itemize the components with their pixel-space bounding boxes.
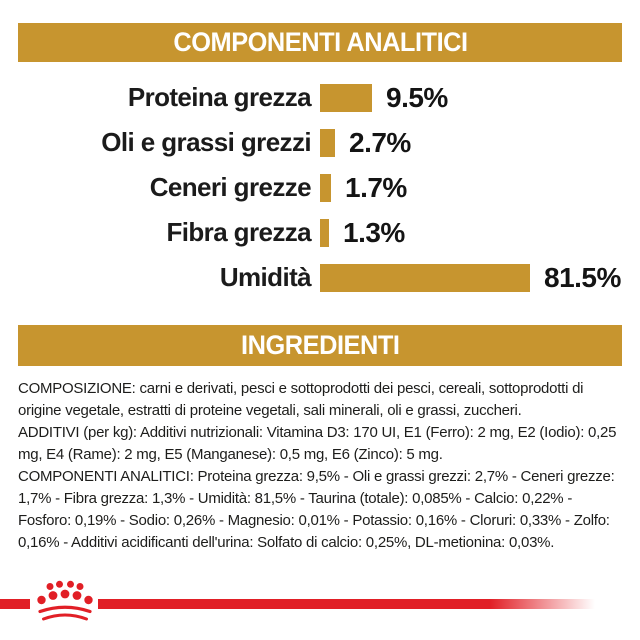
chart-bar [320,264,530,292]
chart-row [0,75,640,120]
analytical-chart [0,75,640,300]
chart-bar [320,219,329,247]
chart-value-label: 9.5% [386,81,448,113]
analytical-components-title: COMPONENTI ANALITICI [172,27,468,57]
chart-row [0,210,640,255]
chart-bar [320,174,331,202]
chart-bar [320,84,372,112]
royal-canin-crown-icon [33,580,97,623]
composition-paragraph: COMPOSIZIONE: carni e derivati, pesci e sottoprodotti dei pesci, cereali, sottoprodotti di origine vegetale, estratti di proteine vegetali, sali minerali, oli e grassi, zuccheri. [18,380,584,419]
chart-category-label: Proteina grezza [127,82,311,112]
ingredients-banner [18,325,622,366]
analytical-components-paragraph: COMPONENTI ANALITICI: Proteina grezza: 9,5% - Oli e grassi grezzi: 2,7% - Ceneri grezze: 1,7% - Fibra grezza: 1,3% - Umidità: 81,5% - Taurina (totale): 0,085% - Calcio: 0,22% - Fosforo: 0,19% - Sodio: 0,26% - Magnesio: 0,01% - Potassio: 0,16% - Cloruri: 0,33% - Zolfo: 0,16% - Additivi acidificanti dell'urina: Solfato di calcio: 0,25%, DL-metionina: 0,03%. [18,468,615,551]
chart-bar [320,129,335,157]
chart-row [0,165,640,210]
chart-value-label: 81.5% [544,261,621,293]
additives-paragraph: ADDITIVI (per kg): Additivi nutrizionali: Vitamina D3: 170 UI, E1 (Ferro): 2 mg, E2 (Iodio): 0,25 mg, E4 (Rame): 2 mg, E5 (Manganese): 0,5 mg, E6 (Zinco): 5 mg. [18,424,617,463]
chart-row [0,255,640,300]
chart-row [0,120,640,165]
chart-category-label: Fibra grezza [166,217,311,247]
chart-category-label: Umidità [219,262,311,292]
chart-category-label: Ceneri grezze [149,172,311,202]
analytical-components-banner [18,23,622,62]
chart-value-label: 1.7% [345,171,407,203]
brand-accent-line [98,599,600,609]
chart-category-label: Oli e grassi grezzi [101,127,311,157]
brand-accent-line-left [0,599,30,609]
chart-value-label: 1.3% [343,216,405,248]
chart-value-label: 2.7% [349,126,411,158]
ingredients-title: INGREDIENTI [240,330,400,360]
ingredients-text-block [18,378,624,554]
